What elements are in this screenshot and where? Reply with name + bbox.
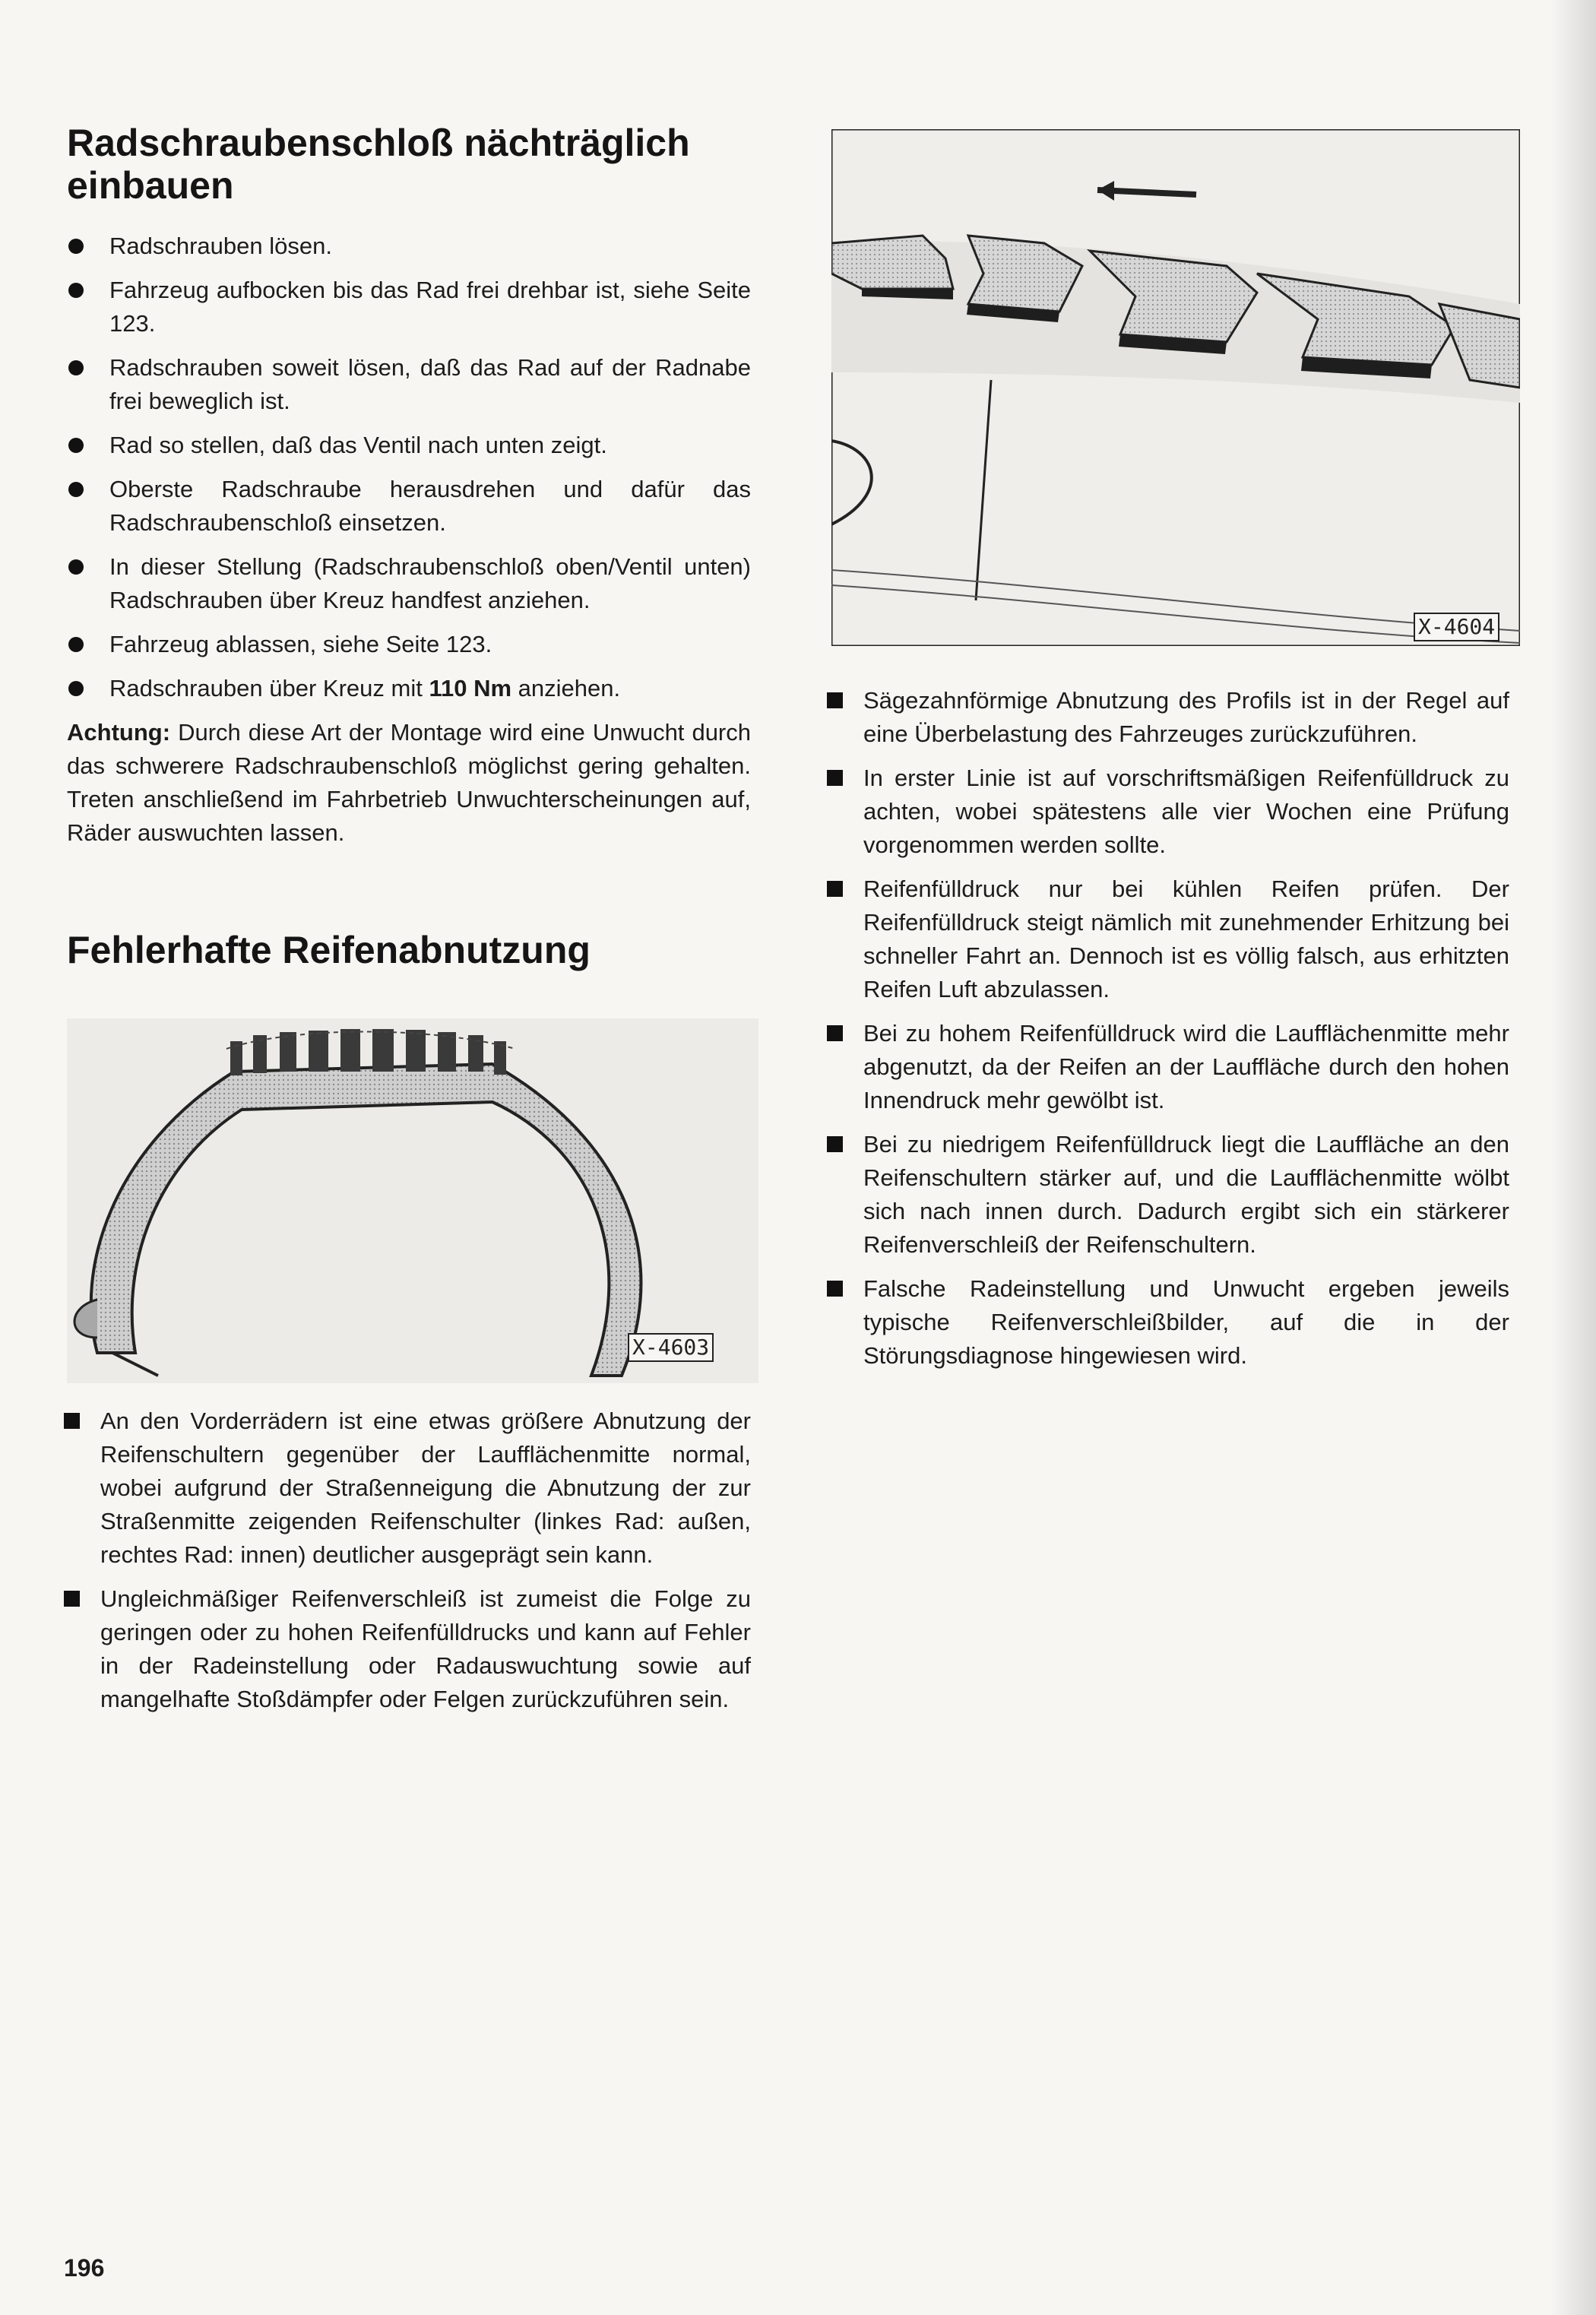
figure-label-x4604: X-4604 — [1414, 613, 1499, 641]
sawtooth-tread-illustration — [831, 129, 1520, 646]
list-item: Radschrauben lösen. — [67, 230, 751, 263]
list-item: Falsche Radeinstellung und Unwucht ergeben jeweils typische Reifenverschleißbilder, auf die in der Störungsdiagnose hingewiesen wird. — [825, 1272, 1509, 1373]
square-bullet-icon — [827, 1281, 843, 1297]
square-bullet-icon — [64, 1591, 80, 1607]
torque-value: 110 Nm — [429, 675, 512, 701]
page-edge-shadow — [1550, 0, 1596, 2315]
list-item: Rad so stellen, daß das Ventil nach unten zeigt. — [67, 429, 751, 462]
square-bullet-icon — [827, 1025, 843, 1041]
square-bullet-icon — [827, 881, 843, 897]
list-item: Sägezahnförmige Abnutzung des Profils ist in der Regel auf eine Überbelastung des Fahrzeuges zurückzuführen. — [825, 684, 1509, 751]
bullet-icon — [68, 283, 84, 298]
bullet-icon — [68, 239, 84, 254]
square-bullet-icon — [827, 770, 843, 786]
wheel-lock-steps — [67, 230, 751, 705]
list-item: Bei zu hohem Reifenfülldruck wird die Laufflächenmitte mehr abgenutzt, da der Reifen an der Lauffläche durch den hohen Innendruck mehr gewölbt ist. — [825, 1017, 1509, 1117]
tire-cross-section-figure — [67, 1018, 758, 1383]
list-item: In dieser Stellung (Radschraubenschloß oben/Ventil unten) Radschrauben über Kreuz handfest anziehen. — [67, 550, 751, 617]
bullet-icon — [68, 360, 84, 375]
list-item: Bei zu niedrigem Reifenfülldruck liegt die Lauffläche an den Reifenschultern stärker auf, und die Laufflächenmitte wölbt sich nach innen durch. Dadurch ergibt sich ein stärkerer Reifenverschleiß der Reifenschultern. — [825, 1128, 1509, 1262]
list-item: Fahrzeug aufbocken bis das Rad frei drehbar ist, siehe Seite 123. — [67, 274, 751, 340]
bullet-icon — [68, 438, 84, 453]
list-item: In erster Linie ist auf vorschriftsmäßigen Reifenfülldruck zu achten, wobei spätestens alle vier Wochen eine Prüfung vorgenommen werden sollte. — [825, 762, 1509, 862]
tire-cross-section-illustration — [67, 1018, 758, 1383]
list-item: Reifenfülldruck nur bei kühlen Reifen prüfen. Der Reifenfülldruck steigt nämlich mit zunehmender Erhitzung bei schneller Fahrt an. Dennoch ist es völlig falsch, aus erhitzten Reifen Luft abzulassen. — [825, 872, 1509, 1006]
caution-label: Achtung: — [67, 719, 171, 746]
tire-wear-left-list — [62, 1405, 751, 1727]
section-title-tire-wear: Fehlerhafte Reifenabnutzung — [67, 929, 591, 971]
list-item: Radschrauben über Kreuz mit 110 Nm anziehen. — [67, 672, 751, 705]
square-bullet-icon — [827, 692, 843, 708]
bullet-icon — [68, 637, 84, 652]
list-item: An den Vorderrädern ist eine etwas größere Abnutzung der Reifenschultern gegenüber der Laufflächenmitte normal, wobei aufgrund der Straßenneigung die Abnutzung der zur Straßenmitte zeigenden Reifenschulter (linkes Rad: außen, rechtes Rad: innen) deutlicher ausgeprägt sein kann. — [62, 1405, 751, 1572]
caution-note — [67, 716, 751, 850]
list-item: Ungleichmäßiger Reifenverschleiß ist zumeist die Folge zu geringen oder zu hohen Reifenfülldrucks und kann auf Fehler in der Radeinstellung oder Radauswuchtung sowie auf mangelhafte Stoßdämpfer oder Felgen zurückzuführen sein. — [62, 1582, 751, 1716]
bullet-icon — [68, 559, 84, 575]
bullet-icon — [68, 482, 84, 497]
figure-label-x4603: X-4603 — [628, 1333, 714, 1362]
section-title-wheel-lock: Radschraubenschloß nächträglich einbauen — [67, 122, 690, 207]
tire-wear-right-list — [825, 684, 1509, 1383]
section-wheel-lock — [67, 122, 751, 850]
page-number: 196 — [64, 2254, 105, 2282]
bullet-icon — [68, 681, 84, 696]
list-item: Fahrzeug ablassen, siehe Seite 123. — [67, 628, 751, 661]
square-bullet-icon — [827, 1136, 843, 1152]
square-bullet-icon — [64, 1413, 80, 1429]
list-item: Oberste Radschraube herausdrehen und dafür das Radschraubenschloß einsetzen. — [67, 473, 751, 540]
list-item: Radschrauben soweit lösen, daß das Rad auf der Radnabe frei beweglich ist. — [67, 351, 751, 418]
caution-text: Durch diese Art der Montage wird eine Unwucht durch das schwerere Radschraubenschloß möglichst gering gehalten. Treten anschließend im Fahrbetrieb Unwuchterscheinungen auf, Räder auswuchten lassen. — [67, 719, 751, 846]
sawtooth-tread-figure — [831, 129, 1520, 646]
